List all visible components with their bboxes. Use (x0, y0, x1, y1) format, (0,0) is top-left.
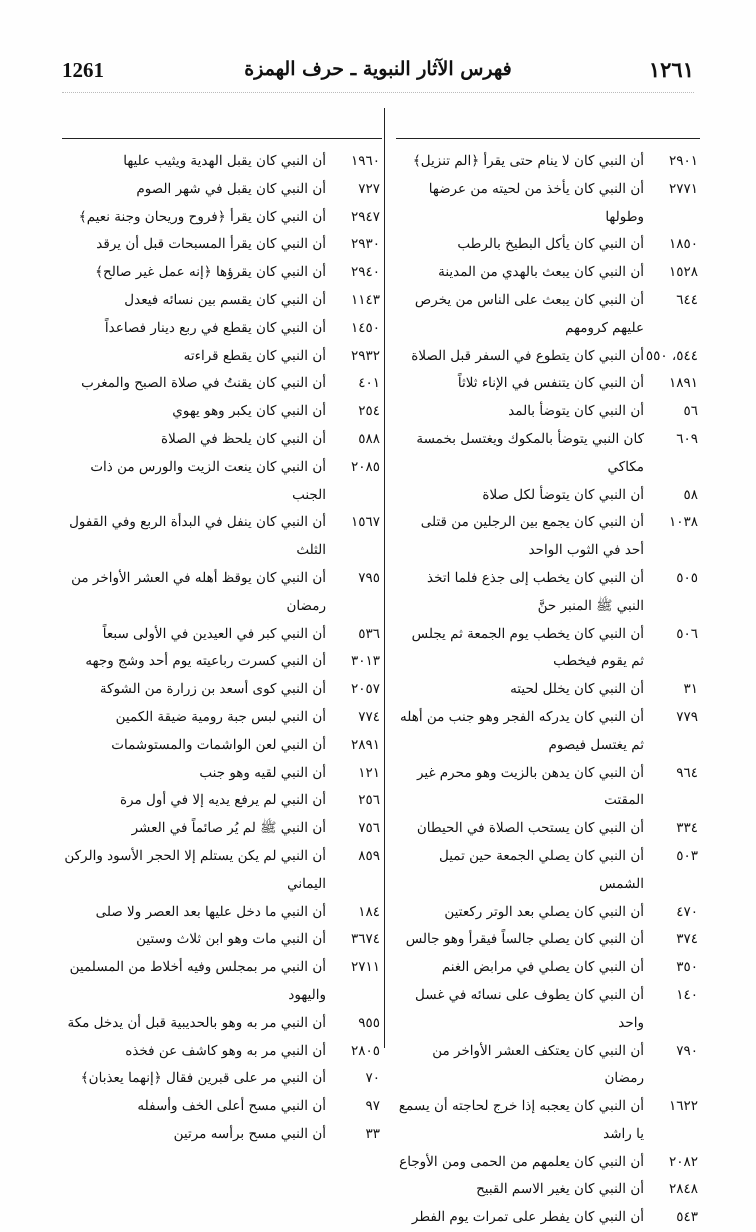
index-entry (398, 565, 698, 621)
index-entry (398, 1176, 698, 1204)
index-entry (398, 843, 698, 899)
entry-text: أن النبي مر به وهو كاشف عن فخذه (125, 1042, 326, 1059)
index-entry (62, 676, 380, 704)
entry-text: أن النبي لم يكن يستلم إلا الحجر الأسود والركن اليماني (64, 847, 326, 892)
index-entry (62, 509, 380, 565)
index-entry (398, 676, 698, 704)
entry-text: أن النبي كان يقرأ المسبحات قبل أن يرقد (96, 236, 326, 253)
entry-number: ١١٤٣ (350, 291, 380, 308)
index-entry (398, 982, 698, 1038)
entry-text: أن النبي كان يلحظ في الصلاة (161, 430, 326, 447)
entry-number: ٥٨ (683, 486, 698, 503)
entry-text: أن النبي كان يبعث بالهدي من المدينة (438, 264, 644, 281)
entry-number: ٧٢٧ (358, 180, 380, 197)
entry-number: ٣٣ (365, 1125, 380, 1142)
entry-text: أن النبي كسرت رباعيته يوم أحد وشج وجهه (85, 653, 326, 670)
index-entry (398, 1038, 698, 1094)
index-entry (62, 287, 380, 315)
entry-text: أن النبي كبر في العيدين في الأولى سبعاً (102, 625, 326, 642)
entry-number: ٥٨٨ (358, 430, 380, 447)
entry-text: أن النبي مسح برأسه مرتين (173, 1125, 326, 1142)
index-entry (398, 815, 698, 843)
index-entry (62, 315, 380, 343)
column-divider (384, 108, 385, 1048)
index-entry (398, 176, 698, 232)
index-entry (62, 704, 380, 732)
entry-number: ٧٧٩ (676, 708, 698, 725)
index-entry (398, 287, 698, 343)
entry-number: ٣٦٧٤ (350, 931, 380, 948)
entry-number: ٢٩٣٠ (350, 236, 380, 253)
entry-text: أن النبي كان يصلي جالساً فيقرأ وهو جالس (405, 931, 644, 948)
entry-text: أن النبي كان يعلمهم من الحمى ومن الأوجاع (399, 1153, 644, 1170)
index-entry (62, 370, 380, 398)
entry-text: أن النبي كان يتنفس في الإناء ثلاثاً (457, 375, 644, 392)
entry-text: أن النبي كان يصلي في مرابض الغنم (441, 959, 644, 976)
entry-text: أن النبي كان يخطب يوم الجمعة ثم يجلس ثم يقوم فيخطب (411, 625, 644, 670)
index-entry (62, 843, 380, 899)
entry-number: ١٢١ (358, 764, 380, 781)
entry-number: ١٠٣٨ (668, 514, 698, 531)
entry-number: ٥٣٦ (358, 625, 380, 642)
index-entry (398, 370, 698, 398)
index-entry (62, 760, 380, 788)
entry-number: ٣٧٤ (676, 931, 698, 948)
index-entry (62, 426, 380, 454)
entry-text: أن النبي كان يأكل البطيخ بالرطب (457, 236, 644, 253)
entry-text: أن النبي كان يدهن بالزيت وهو محرم غير المقتت (416, 764, 644, 809)
entry-number: ٢٩٠١ (668, 153, 698, 169)
entry-text: أن النبي كان ينعت الزيت والورس من ذات الجنب (90, 458, 326, 503)
entry-text: أن النبي كان يعجبه إذا خرج لحاجته أن يسمع يا راشد (398, 1098, 644, 1142)
entry-text: أن النبي كان يتوضأ بالمد (508, 403, 644, 420)
entry-text: أن النبي كان يقرأ ﴿فروح وريحان وجنة نعيم﴾ (78, 208, 326, 225)
index-entry (62, 176, 380, 204)
index-entry (62, 648, 380, 676)
index-entry (62, 1065, 380, 1093)
index-entry (62, 954, 380, 1010)
entry-number: ٩٥٥ (358, 1014, 380, 1031)
entry-number: ١٩٦٠ (350, 153, 380, 169)
index-entry (62, 259, 380, 287)
entry-text: أن النبي مر على قبرين فقال ﴿إنهما يعذبان﴾ (80, 1070, 326, 1087)
index-entry (62, 1010, 380, 1038)
entry-number: ٧٩٠ (676, 1042, 698, 1059)
entry-text: أن النبي كان يخطب إلى جذع فلما اتخذ النبي ﷺ المنبر حنَّ (427, 569, 644, 614)
entry-number: ٧٠ (365, 1070, 380, 1087)
entry-number: ٦٠٩ (676, 430, 698, 447)
entry-text: أن النبي ما دخل عليها بعد العصر ولا صلى (95, 903, 326, 920)
entry-number: ٩٦٤ (676, 764, 698, 781)
entry-text: أن النبي كان ينفل في البدأة الربع وفي القفول الثلث (69, 514, 326, 559)
entry-number: ٢٨٠٥ (350, 1042, 380, 1059)
entry-number: ١٦٢٢ (668, 1098, 698, 1115)
index-entry (62, 1121, 380, 1149)
entry-text: أن النبي كان يقسم بين نسائه فيعدل (124, 291, 326, 308)
entry-number: ١٤٠ (676, 986, 698, 1003)
entry-number: ٣٥٠ (676, 959, 698, 976)
index-entry (398, 148, 698, 176)
index-entry (398, 926, 698, 954)
index-entry (62, 565, 380, 621)
entry-number: ٢٠٨٢ (668, 1153, 698, 1170)
entry-number: ٥٤٤، ٥٥٠ (645, 347, 698, 364)
entry-text: أن النبي كان يقبل الهدية ويثيب عليها (123, 153, 326, 169)
entry-number: ٣٣٤ (676, 820, 698, 837)
index-entry (62, 1038, 380, 1066)
entry-text: كان النبي يتوضأ بالمكوك ويغتسل بخمسة مكاكي (416, 430, 644, 475)
index-entry (62, 204, 380, 232)
entry-number: ٤٠١ (358, 375, 380, 392)
entry-number: ٨٥٩ (358, 847, 380, 864)
entry-number: ٢٩٣٢ (350, 347, 380, 364)
index-entry (398, 899, 698, 927)
entry-text: أن النبي كان يبعث على الناس من يخرص عليهم كرومهم (414, 291, 644, 336)
index-entry (398, 704, 698, 760)
entry-number: ٥٤٣ (676, 1209, 698, 1226)
entry-text: أن النبي كان يعتكف العشر الأواخر من رمضان (432, 1042, 644, 1087)
entry-number: ٣١ (683, 681, 698, 698)
entry-text: أن النبي لبس جبة رومية ضيقة الكمين (115, 708, 326, 725)
entry-text: أن النبي كان يجمع بين الرجلين من قتلى أحد في الثوب الواحد (420, 514, 644, 559)
entry-text: أن النبي مات وهو ابن ثلاث وستين (136, 931, 326, 948)
index-entry (398, 426, 698, 482)
entry-number: ٢٨٤٨ (668, 1181, 698, 1198)
index-entry (398, 760, 698, 816)
entry-text: أن النبي كان يغير الاسم القبيح (476, 1181, 644, 1198)
index-entry (62, 787, 380, 815)
entry-text: أن النبي كان يقرؤها ﴿إنه عمل غير صالح﴾ (95, 264, 326, 281)
left-column-rule (62, 138, 382, 139)
entry-text: أن النبي كان يستحب الصلاة في الحيطان (416, 820, 644, 837)
index-entry (398, 482, 698, 510)
entry-number: ١٥٢٨ (668, 264, 698, 281)
entry-number: ٥٠٣ (676, 847, 698, 864)
entry-number: ٧٥٦ (358, 820, 380, 837)
entry-number: ٥٠٥ (676, 569, 698, 586)
index-entry (62, 732, 380, 760)
entry-text: أن النبي كان لا ينام حتى يقرأ ﴿الم تنزيل﴾ (412, 153, 644, 169)
index-entry (62, 621, 380, 649)
index-entry (398, 621, 698, 677)
entry-number: ٢٠٥٧ (350, 681, 380, 698)
index-entry (398, 1149, 698, 1177)
entry-number: ٢٨٩١ (350, 736, 380, 753)
entry-text: أن النبي لقيه وهو جنب (199, 764, 326, 781)
index-entry (398, 231, 698, 259)
index-entry (398, 954, 698, 982)
entry-text: أن النبي لم يرفع يديه إلا في أول مرة (119, 792, 326, 809)
entry-number: ٢٧١١ (350, 959, 380, 976)
index-entry (62, 815, 380, 843)
entry-number: ٢٥٦ (358, 792, 380, 809)
entry-number: ٧٧٤ (358, 708, 380, 725)
entry-text: أن النبي كان يوقظ أهله في العشر الأواخر من رمضان (71, 569, 326, 614)
index-entry (62, 1093, 380, 1121)
index-entry (62, 343, 380, 371)
index-entry (62, 148, 380, 176)
page-header (62, 58, 694, 92)
index-entry (62, 454, 380, 510)
entry-text: أن النبي كان يقبل في شهر الصوم (136, 180, 326, 197)
entry-number: ١٥٦٧ (350, 514, 380, 531)
entry-text: أن النبي كان يخلل لحيته (510, 681, 644, 698)
entry-text: أن النبي كان يصلي الجمعة حين تميل الشمس (438, 847, 644, 892)
page-number-arabic: ١٢٦١ (648, 58, 694, 82)
right-column (398, 148, 698, 1232)
entry-number: ١٨٩١ (668, 375, 698, 392)
entry-number: ١٨٤ (358, 903, 380, 920)
entry-text: أن النبي مسح أعلى الخف وأسفله (137, 1098, 326, 1115)
page-title: فهرس الآثار النبوية ـ حرف الهمزة (244, 58, 512, 80)
index-entry (62, 899, 380, 927)
entry-text: أن النبي كان يدركه الفجر وهو جنب من أهله ثم يغتسل فيصوم (400, 708, 644, 753)
entry-number: ٥٦ (683, 403, 698, 420)
entry-number: ٧٩٥ (358, 569, 380, 586)
entry-text: أن النبي كان يأخذ من لحيته من عرضها وطولها (428, 180, 644, 225)
index-entry (62, 231, 380, 259)
entry-number: ٩٧ (365, 1098, 380, 1115)
right-column-rule (396, 138, 700, 139)
entry-number: ٢٩٤٧ (350, 208, 380, 225)
entry-number: ١٨٥٠ (668, 236, 698, 253)
entry-text: أن النبي مر به وهو بالحديبية قبل أن يدخل مكة (67, 1014, 326, 1031)
entry-text: أن النبي كان يطوف على نسائه في غسل واحد (415, 986, 644, 1031)
entry-text: أن النبي ﷺ لم يُر صائماً في العشر (131, 820, 326, 837)
entry-text: أن النبي كان يقطع في ربع دينار فصاعداً (104, 319, 326, 336)
index-entry (62, 926, 380, 954)
entry-text: أن النبي كان يفطر على تمرات يوم الفطر (411, 1209, 644, 1226)
header-rule (62, 92, 694, 93)
entry-number: ٣٠١٣ (350, 653, 380, 670)
entry-number: ٤٧٠ (676, 903, 698, 920)
entry-number: ٢٩٤٠ (350, 264, 380, 281)
entry-text: أن النبي كان يتطوع في السفر قبل الصلاة (411, 347, 644, 364)
index-entry (398, 509, 698, 565)
entry-number: ٢٧٧١ (668, 180, 698, 197)
entry-number: ٢٥٤ (358, 403, 380, 420)
index-entry (398, 1093, 698, 1149)
entry-text: أن النبي لعن الواشمات والمستوشمات (111, 736, 326, 753)
index-entry (398, 398, 698, 426)
entry-number: ٢٠٨٥ (350, 458, 380, 475)
index-entry (62, 398, 380, 426)
index-entry (398, 259, 698, 287)
index-entry (398, 1204, 698, 1232)
left-column (62, 148, 380, 1149)
entry-text: أن النبي كان يصلي بعد الوتر ركعتين (444, 903, 644, 920)
index-entry (398, 343, 698, 371)
entry-text: أن النبي مر بمجلس وفيه أخلاط من المسلمين واليهود (69, 959, 326, 1003)
page-number-latin: 1261 (62, 58, 104, 82)
entry-text: أن النبي كان يكبر وهو يهوي (172, 403, 326, 420)
entry-number: ٥٠٦ (676, 625, 698, 642)
entry-text: أن النبي كان يقنتُ في صلاة الصبح والمغرب (81, 375, 326, 392)
entry-text: أن النبي كان يقطع قراءته (183, 347, 326, 364)
entry-number: ١٤٥٠ (350, 319, 380, 336)
entry-text: أن النبي كوى أسعد بن زرارة من الشوكة (99, 681, 326, 698)
entry-number: ٦٤٤ (676, 291, 698, 308)
entry-text: أن النبي كان يتوضأ لكل صلاة (482, 486, 644, 503)
